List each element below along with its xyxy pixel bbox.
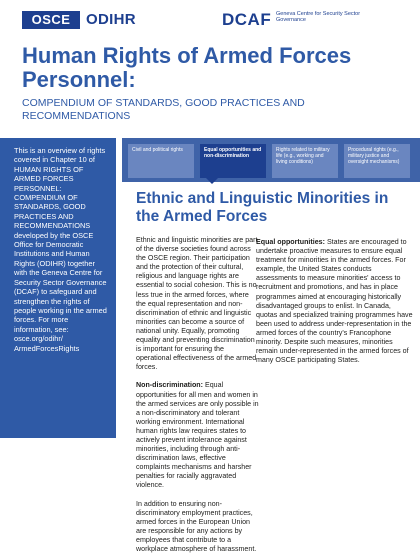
page-title: Human Rights of Armed Forces Personnel:: [22, 43, 352, 92]
intro-paragraph: Ethnic and linguistic minorities are part of the diverse societies found across the OSCE region. Their participation and the protection of their cultural, religious and language rights are essential to social cohesion. This is no less true in the armed forces, where the equal representation and non-discrimination of ethnic and linguistic minorities can become a source of national unity. Equally, promoting equality and preventing discrimination is important for ensuring the operational effectiveness of the armed forces.: [136, 236, 258, 372]
header-logos: [22, 10, 412, 32]
section-title: Ethnic and Linguistic Minorities in the Armed Forces: [136, 190, 389, 225]
right-column: [256, 238, 414, 374]
non-discrimination-paragraph: [136, 381, 260, 490]
page-subtitle: COMPENDIUM OF STANDARDS, GOOD PRACTICES AND RECOMMENDATIONS: [22, 97, 305, 122]
sidebar-overview: This is an overview of rights covered in Chapter 10 of HUMAN RIGHTS OF ARMED FORCES PERSONNEL: COMPENDIUM OF STANDARDS, GOOD PRACTICES AND RECOMMENDATIONS developed by the OSCE Office for Democratic Institutions and Human Rights (ODIHR) together with the Geneva Centre for Security Sector Governance (DCAF) to safeguard and strengthen the rights of people working in the armed forces. For more information, see: osce.org/odihr/ ArmedForcesRights: [0, 138, 116, 438]
osce-logo: OSCE: [22, 11, 80, 29]
tab-military-life-rights: Rights related to military life (e.g., working and living conditions): [272, 144, 338, 178]
left-column: [136, 236, 260, 560]
odihr-logo-text: ODIHR: [86, 11, 136, 28]
dcaf-logo: DCAF: [222, 10, 272, 29]
equal-opportunities-paragraph: [256, 238, 414, 365]
non-discrimination-text: Equal opportunities for all men and women in the armed services are only possible in a non-discriminatory and tolerant working environment. International human rights law requires states to actively prevent intolerance against minorities, including through anti-discrimination laws, effective complaints mechanisms and harsher penalties for racially aggravated violence.: [136, 381, 259, 490]
tab-equal-opportunities: Equal opportunities and non-discrimination: [200, 144, 266, 178]
tab-procedural-rights: Procedural rights (e.g., military justice and oversight mechanisms): [344, 144, 410, 178]
non-discrimination-lead: Non-discrimination:: [136, 381, 203, 390]
equal-opportunities-lead: Equal opportunities:: [256, 238, 325, 246]
dcaf-logo-subtitle: Geneva Centre for Security Sector Governance: [276, 11, 361, 24]
eu-paragraph: In addition to ensuring non-discriminatory employment practices, armed forces in the European Union are responsible for any actions by employees that contribute to a workplace atmosphere of harassment.: [136, 499, 257, 553]
tab-civil-political-rights: Civil and political rights: [128, 144, 194, 178]
active-tab-arrow-icon: [206, 178, 218, 184]
category-tabs: [122, 138, 420, 182]
equal-opportunities-text: States are encouraged to undertake proactive measures to ensure equal treatment for minorities in the armed forces. For example, the United States conducts assessments to measure minorities' access to recruitment and promotions, and has in place programmes aimed at encouraging historically disadvantaged groups to enlist. In Canada, quotas and specialized training programmes have been used to address under-representation in the armed forces of the country's Francophone minority. Despite such measures, minorities remain under-represented in the armed forces of many OSCE participating States.: [256, 238, 413, 365]
